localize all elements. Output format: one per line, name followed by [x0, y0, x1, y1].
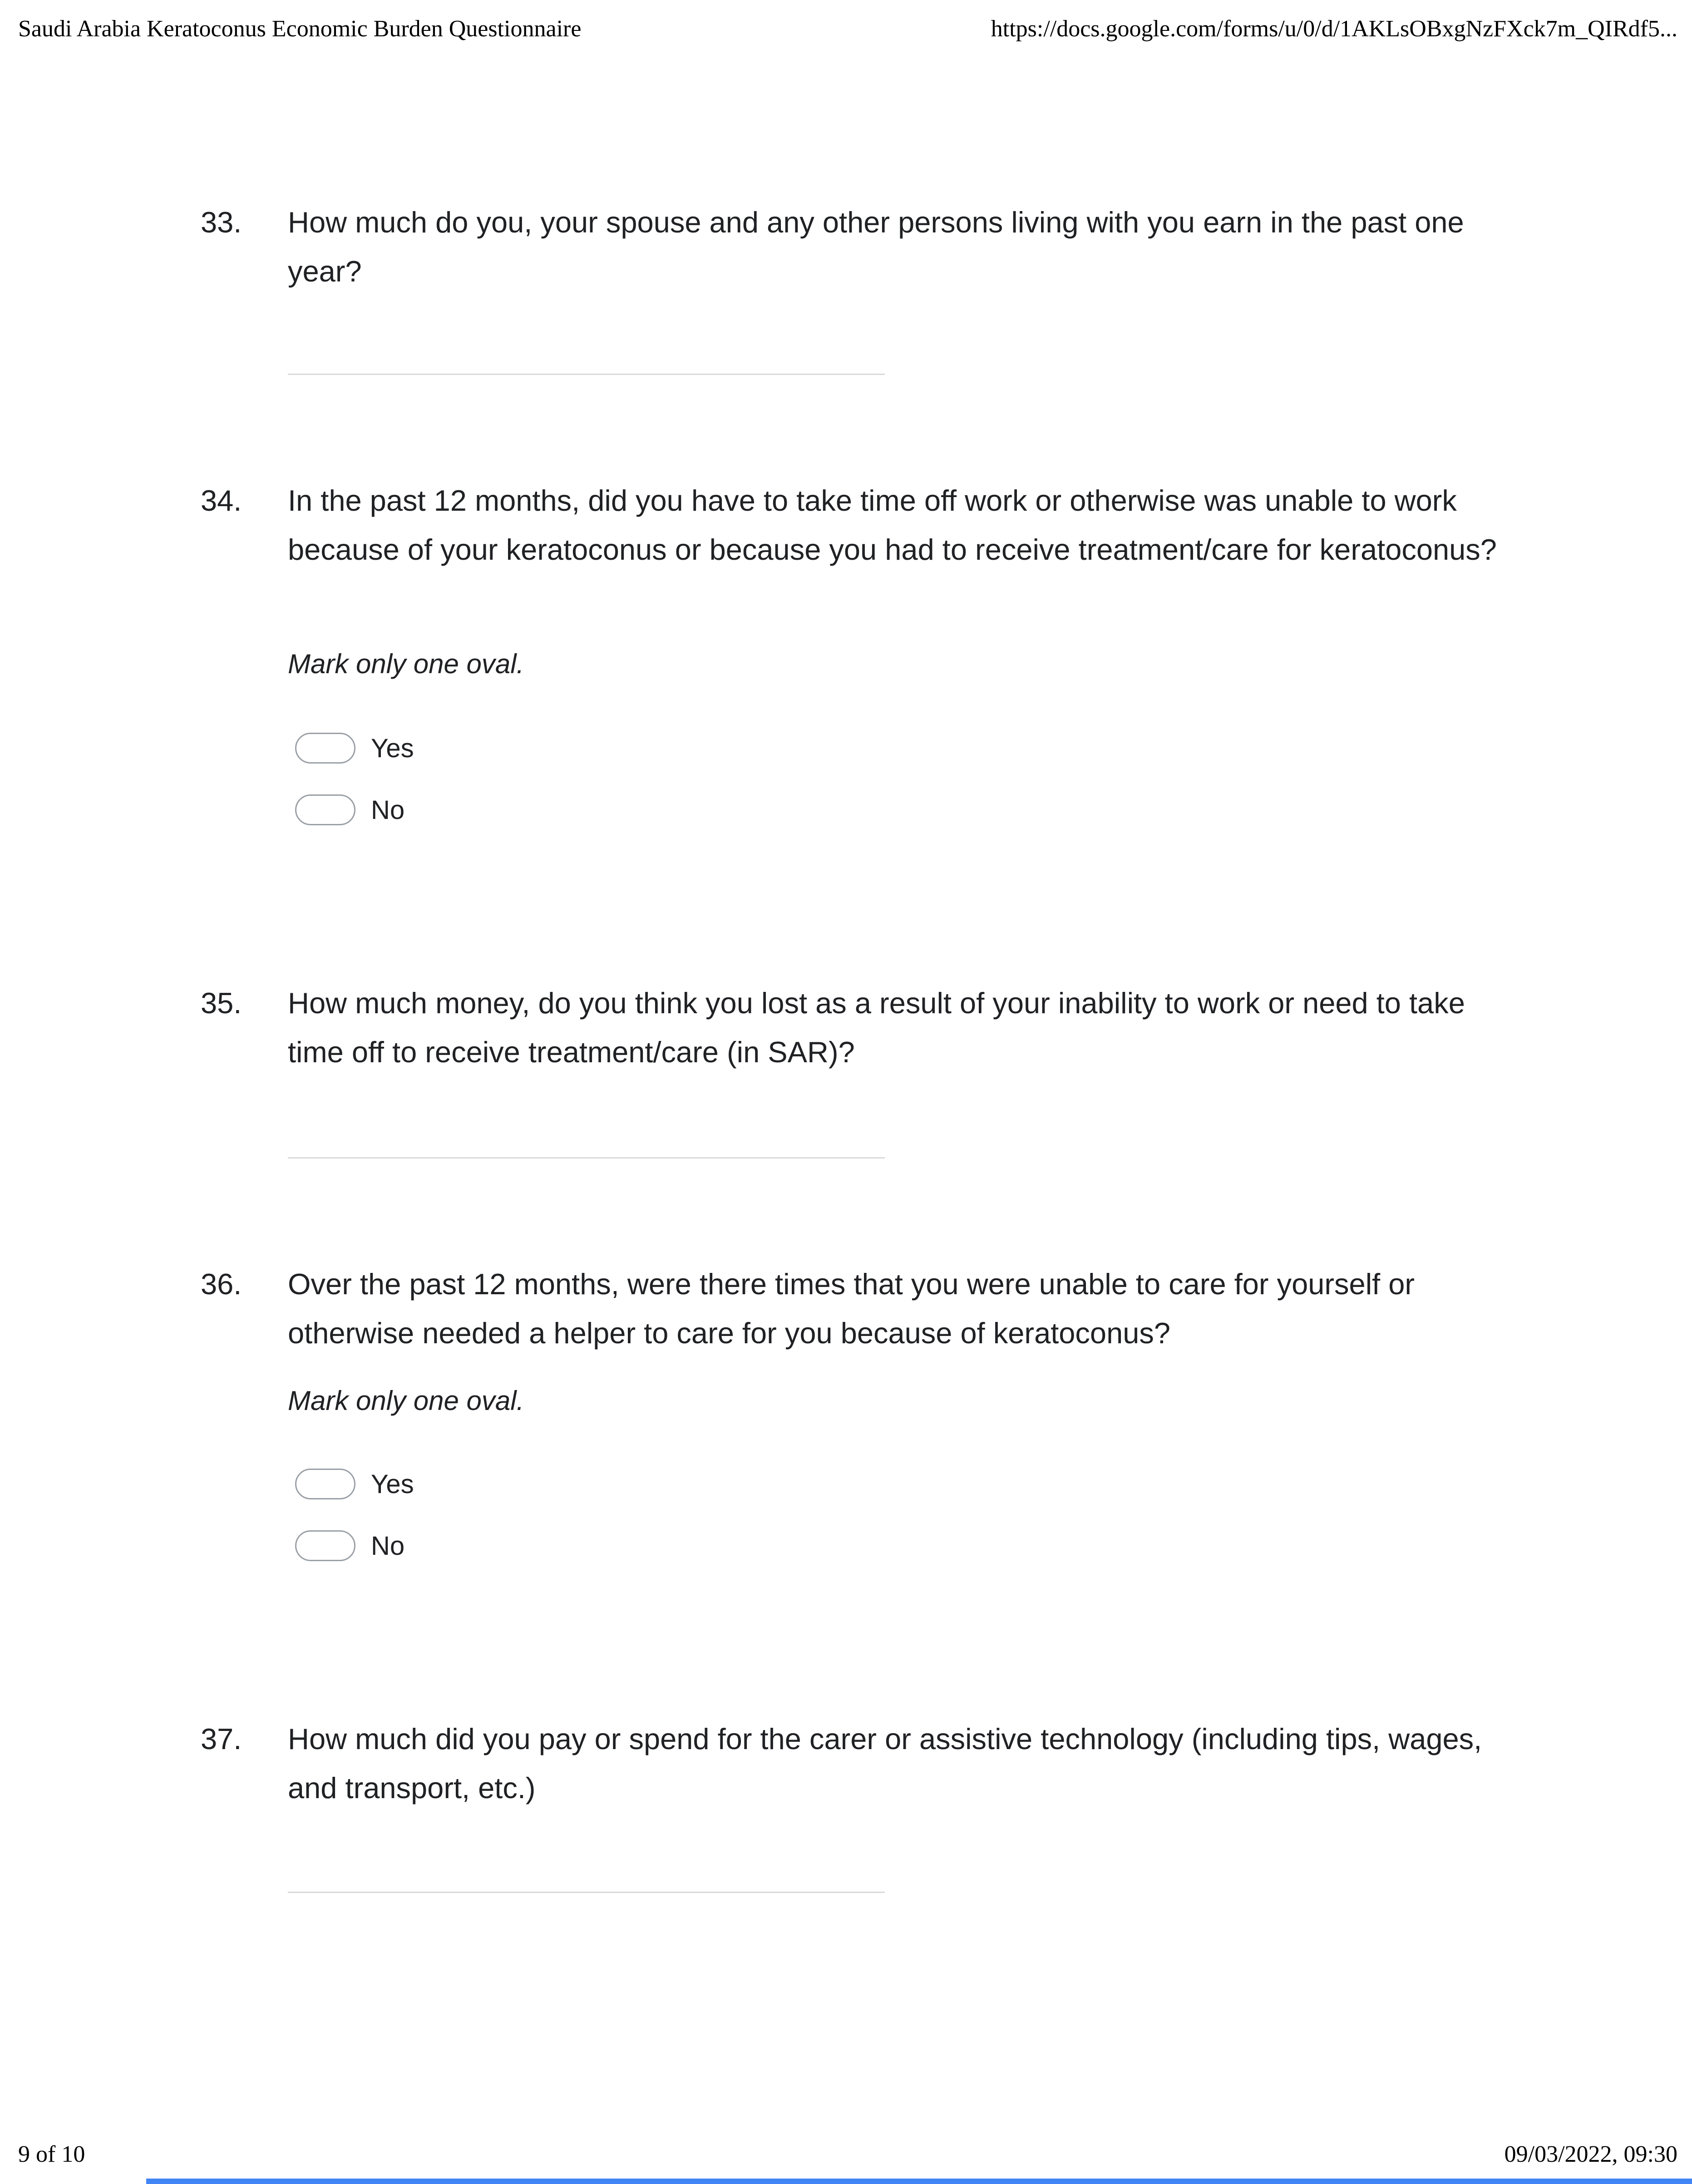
- option-label: No: [371, 1531, 405, 1561]
- next-page-top-edge: [146, 2179, 1692, 2184]
- question-37: [201, 1715, 1514, 1813]
- question-number: 35.: [201, 986, 242, 1020]
- question-text: How much do you, your spouse and any other persons living with you earn in the past one year?: [288, 206, 1464, 288]
- question-text: How much money, do you think you lost as a result of your inability to work or need to take time off to receive treatment/care (in SAR)?: [288, 986, 1465, 1069]
- option-label: No: [371, 795, 405, 825]
- question-35: [201, 979, 1514, 1077]
- radio-oval-icon[interactable]: [295, 1530, 355, 1561]
- radio-oval-icon[interactable]: [295, 1469, 355, 1499]
- radio-oval-icon[interactable]: [295, 733, 355, 764]
- print-header: [18, 15, 1677, 42]
- question-text: Over the past 12 months, were there times that you were unable to care for yourself or otherwise needed a helper to care for you because of keratoconus?: [288, 1267, 1415, 1350]
- page-indicator: 9 of 10: [18, 2141, 85, 2167]
- print-timestamp: 09/03/2022, 09:30: [1504, 2141, 1677, 2167]
- instruction-text: Mark only one oval.: [288, 1385, 524, 1416]
- question-text: How much did you pay or spend for the carer or assistive technology (including tips, wages, and transport, etc.): [288, 1722, 1482, 1804]
- question-33: [201, 198, 1514, 296]
- option-label: Yes: [371, 733, 414, 763]
- option-label: Yes: [371, 1469, 414, 1499]
- question-number: 36.: [201, 1267, 242, 1301]
- question-text: In the past 12 months, did you have to take time off work or otherwise was unable to work because of your keratoconus or because you had to receive treatment/care for keratoconus?: [288, 484, 1497, 566]
- print-footer: [18, 2141, 1677, 2168]
- question-number: 33.: [201, 206, 242, 239]
- question-number: 34.: [201, 484, 242, 517]
- radio-oval-icon[interactable]: [295, 794, 355, 825]
- short-answer-field[interactable]: [288, 1157, 885, 1159]
- option-row-yes: [295, 1468, 414, 1500]
- instruction-text: Mark only one oval.: [288, 649, 524, 679]
- short-answer-field[interactable]: [288, 374, 885, 375]
- option-row-no: [295, 1529, 405, 1562]
- document-title: Saudi Arabia Keratoconus Economic Burden Questionnaire: [18, 16, 582, 42]
- question-number: 37.: [201, 1722, 242, 1755]
- option-row-yes: [295, 732, 414, 764]
- short-answer-field[interactable]: [288, 1892, 885, 1893]
- document-url: https://docs.google.com/forms/u/0/d/1AKLsOBxgNzFXck7m_QIRdf5...: [991, 16, 1677, 42]
- question-34: [201, 476, 1514, 574]
- question-36: [201, 1260, 1514, 1358]
- option-row-no: [295, 794, 405, 826]
